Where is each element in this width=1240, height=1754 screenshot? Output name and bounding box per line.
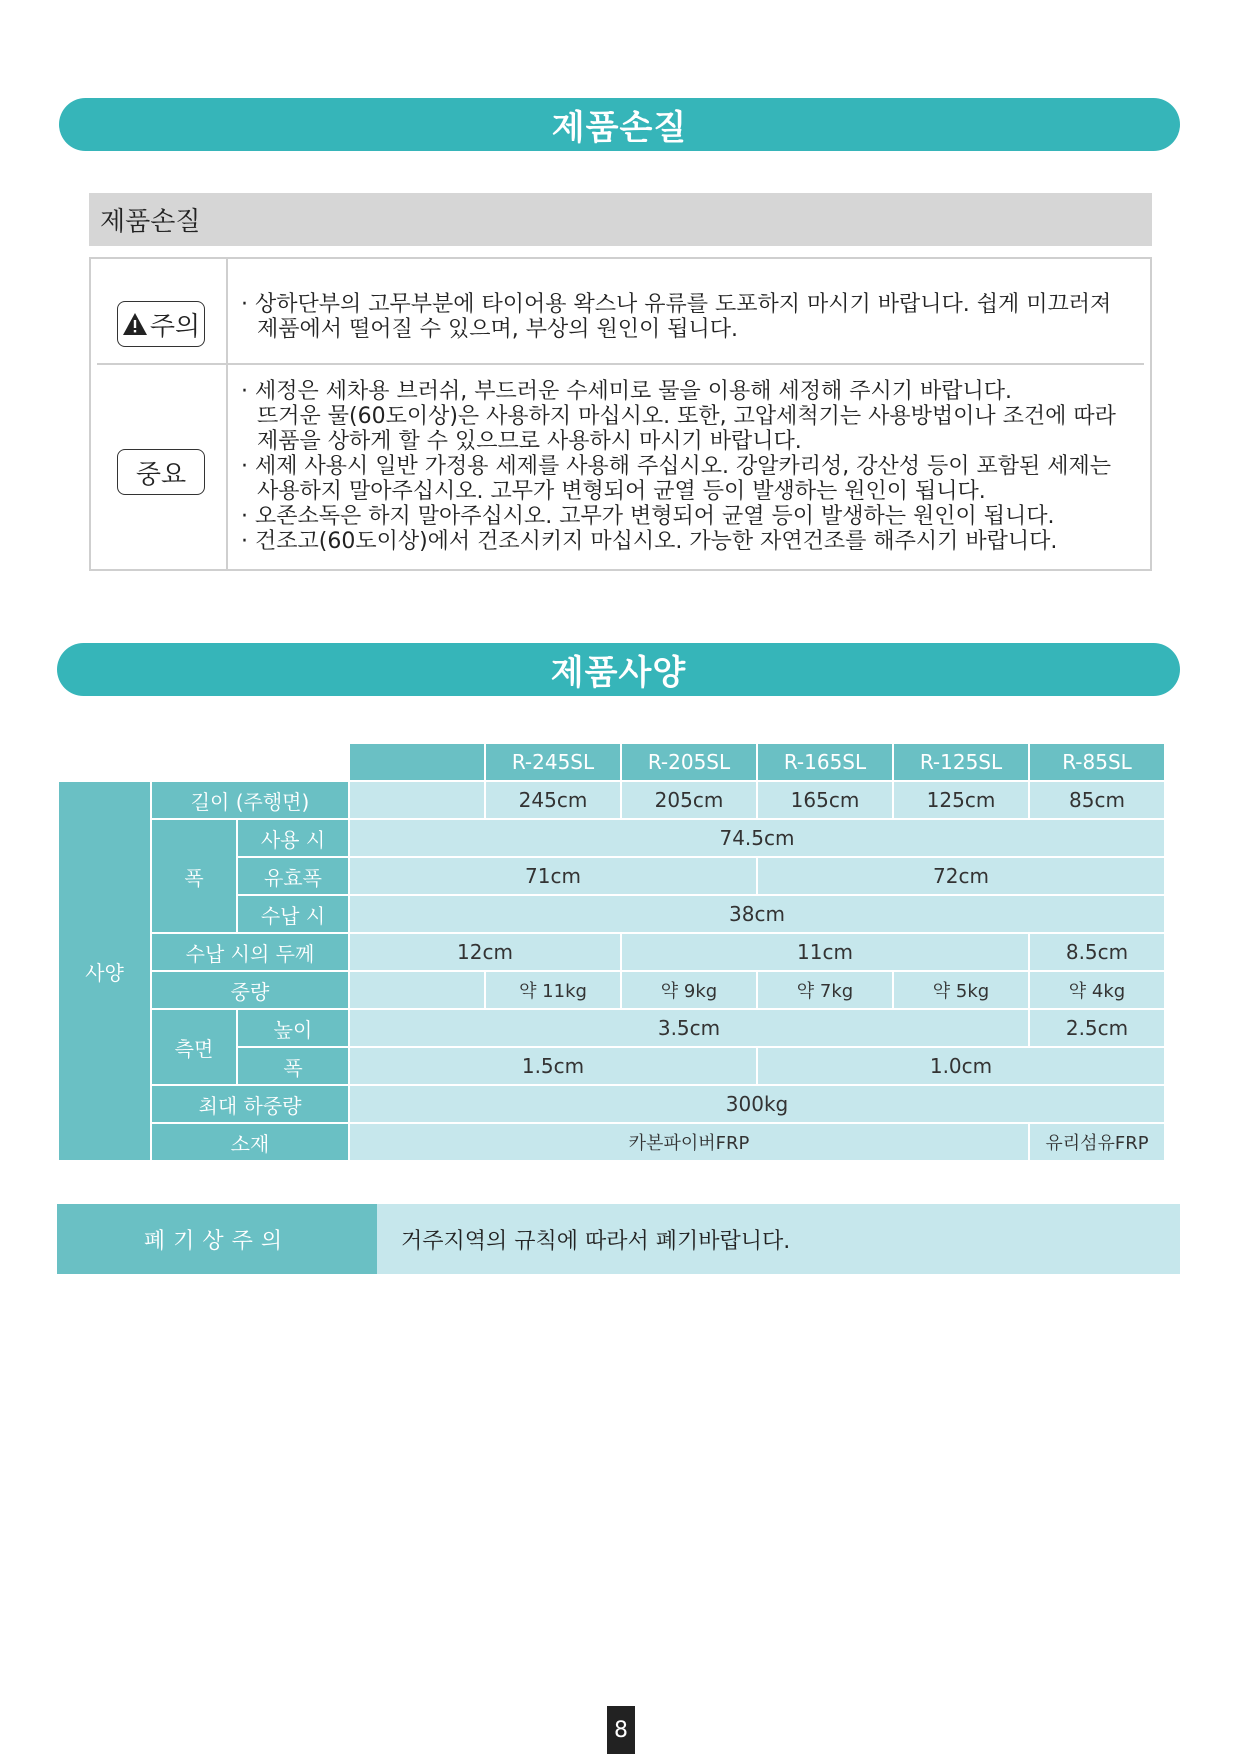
- disposal-label: 폐기상주의: [57, 1204, 377, 1274]
- spec-value: 72cm: [758, 858, 1164, 894]
- spec-section-banner: 제품사양: [57, 643, 1180, 696]
- caution-badge-label: 주의: [149, 311, 201, 342]
- care-subtitle: 제품손질: [89, 193, 1152, 246]
- spec-value: 1.0cm: [758, 1048, 1164, 1084]
- spec-group-label: 사양: [59, 782, 150, 1160]
- row-sublabel: 사용 시: [238, 820, 348, 856]
- spec-row-thickness: [59, 934, 1164, 970]
- spec-value: 71cm: [350, 858, 756, 894]
- spec-row-side-height: [59, 1010, 1164, 1046]
- spec-value: 245cm: [486, 782, 620, 818]
- row-label: 길이 (주행면): [152, 782, 348, 818]
- spec-value: 12cm: [350, 934, 620, 970]
- row-label: 측면: [152, 1010, 236, 1084]
- row-label: 최대 하중량: [152, 1086, 348, 1122]
- spec-value: 3.5cm: [350, 1010, 1028, 1046]
- spec-value: 300kg: [350, 1086, 1164, 1122]
- row-sublabel: 유효폭: [238, 858, 348, 894]
- important-line: · 세정은 세차용 브러쉬, 부드러운 수세미로 물을 이용해 세정해 주시기 바랍니다.: [241, 379, 1130, 404]
- spec-row-weight: [59, 972, 1164, 1008]
- care-section-banner: 제품손질: [59, 98, 1180, 151]
- spec-value: 약 5kg: [894, 972, 1028, 1008]
- row-sublabel: 폭: [238, 1048, 348, 1084]
- spec-value: 유리섬유FRP: [1030, 1124, 1164, 1160]
- spec-value: 2.5cm: [1030, 1010, 1164, 1046]
- empty-cell: [350, 972, 484, 1008]
- spec-value: 11cm: [622, 934, 1028, 970]
- caution-line: · 상하단부의 고무부분에 타이어용 왁스나 유류를 도포하지 마시기 바랍니다. 쉽게 미끄러져: [241, 292, 1130, 317]
- spec-row-width-in-use: [59, 820, 1164, 856]
- model-header: R-245SL: [486, 744, 620, 780]
- disposal-text: 거주지역의 규칙에 따라서 폐기바랍니다.: [377, 1204, 1180, 1274]
- spec-value: 카본파이버FRP: [350, 1124, 1028, 1160]
- spec-value: 165cm: [758, 782, 892, 818]
- important-line: 제품을 상하게 할 수 있으므로 사용하시 마시기 바랍니다.: [257, 429, 802, 454]
- important-line: 사용하지 말아주십시오. 고무가 변형되어 균열 등이 발생하는 원인이 됩니다.: [257, 479, 986, 504]
- row-sublabel: 높이: [238, 1010, 348, 1046]
- spec-value: 8.5cm: [1030, 934, 1164, 970]
- important-row: [91, 365, 1150, 571]
- model-header: R-205SL: [622, 744, 756, 780]
- blank-cell: [59, 744, 348, 780]
- spec-value: 85cm: [1030, 782, 1164, 818]
- spec-value: 74.5cm: [350, 820, 1164, 856]
- spec-value: 약 9kg: [622, 972, 756, 1008]
- page-number: 8: [607, 1706, 635, 1754]
- row-label: 수납 시의 두께: [152, 934, 348, 970]
- caution-line: 제품에서 떨어질 수 있으며, 부상의 원인이 됩니다.: [257, 317, 738, 342]
- spec-row-material: [59, 1124, 1164, 1160]
- model-header: R-85SL: [1030, 744, 1164, 780]
- empty-cell: [350, 782, 484, 818]
- spec-value: 205cm: [622, 782, 756, 818]
- caution-text: [241, 292, 1130, 342]
- important-line: · 건조고(60도이상)에서 건조시키지 마십시오. 가능한 자연건조를 해주시기 바랍니다.: [241, 529, 1130, 554]
- important-line: · 오존소독은 하지 말아주십시오. 고무가 변형되어 균열 등이 발생하는 원인이 됩니다.: [241, 504, 1130, 529]
- warning-icon: [122, 312, 148, 336]
- spec-value: 38cm: [350, 896, 1164, 932]
- spec-row-length: [59, 782, 1164, 818]
- header-corner-cell: [350, 744, 484, 780]
- important-badge-label: 중요: [135, 459, 187, 490]
- spec-value: 약 7kg: [758, 972, 892, 1008]
- spec-row-max-load: [59, 1086, 1164, 1122]
- row-label: 폭: [152, 820, 236, 932]
- spec-value: 1.5cm: [350, 1048, 756, 1084]
- important-line: · 세제 사용시 일반 가정용 세제를 사용해 주십시오. 강알카리성, 강산성 등이 포함된 세제는: [241, 454, 1130, 479]
- spec-value: 약 11kg: [486, 972, 620, 1008]
- important-badge: [117, 449, 205, 495]
- model-header: R-125SL: [894, 744, 1028, 780]
- important-text: [241, 379, 1130, 554]
- spec-value: 약 4kg: [1030, 972, 1164, 1008]
- model-header: R-165SL: [758, 744, 892, 780]
- care-instructions-box: [89, 257, 1152, 571]
- caution-row: [91, 259, 1150, 364]
- important-line: 뜨거운 물(60도이상)은 사용하지 마십시오. 또한, 고압세척기는 사용방법이나 조건에 따라: [257, 404, 1116, 429]
- row-sublabel: 수납 시: [238, 896, 348, 932]
- disposal-notice: [57, 1204, 1180, 1274]
- row-label: 소재: [152, 1124, 348, 1160]
- spec-value: 125cm: [894, 782, 1028, 818]
- spec-header-row: [59, 744, 1164, 780]
- caution-badge: [117, 301, 205, 347]
- spec-table: [57, 742, 1166, 1162]
- row-label: 중량: [152, 972, 348, 1008]
